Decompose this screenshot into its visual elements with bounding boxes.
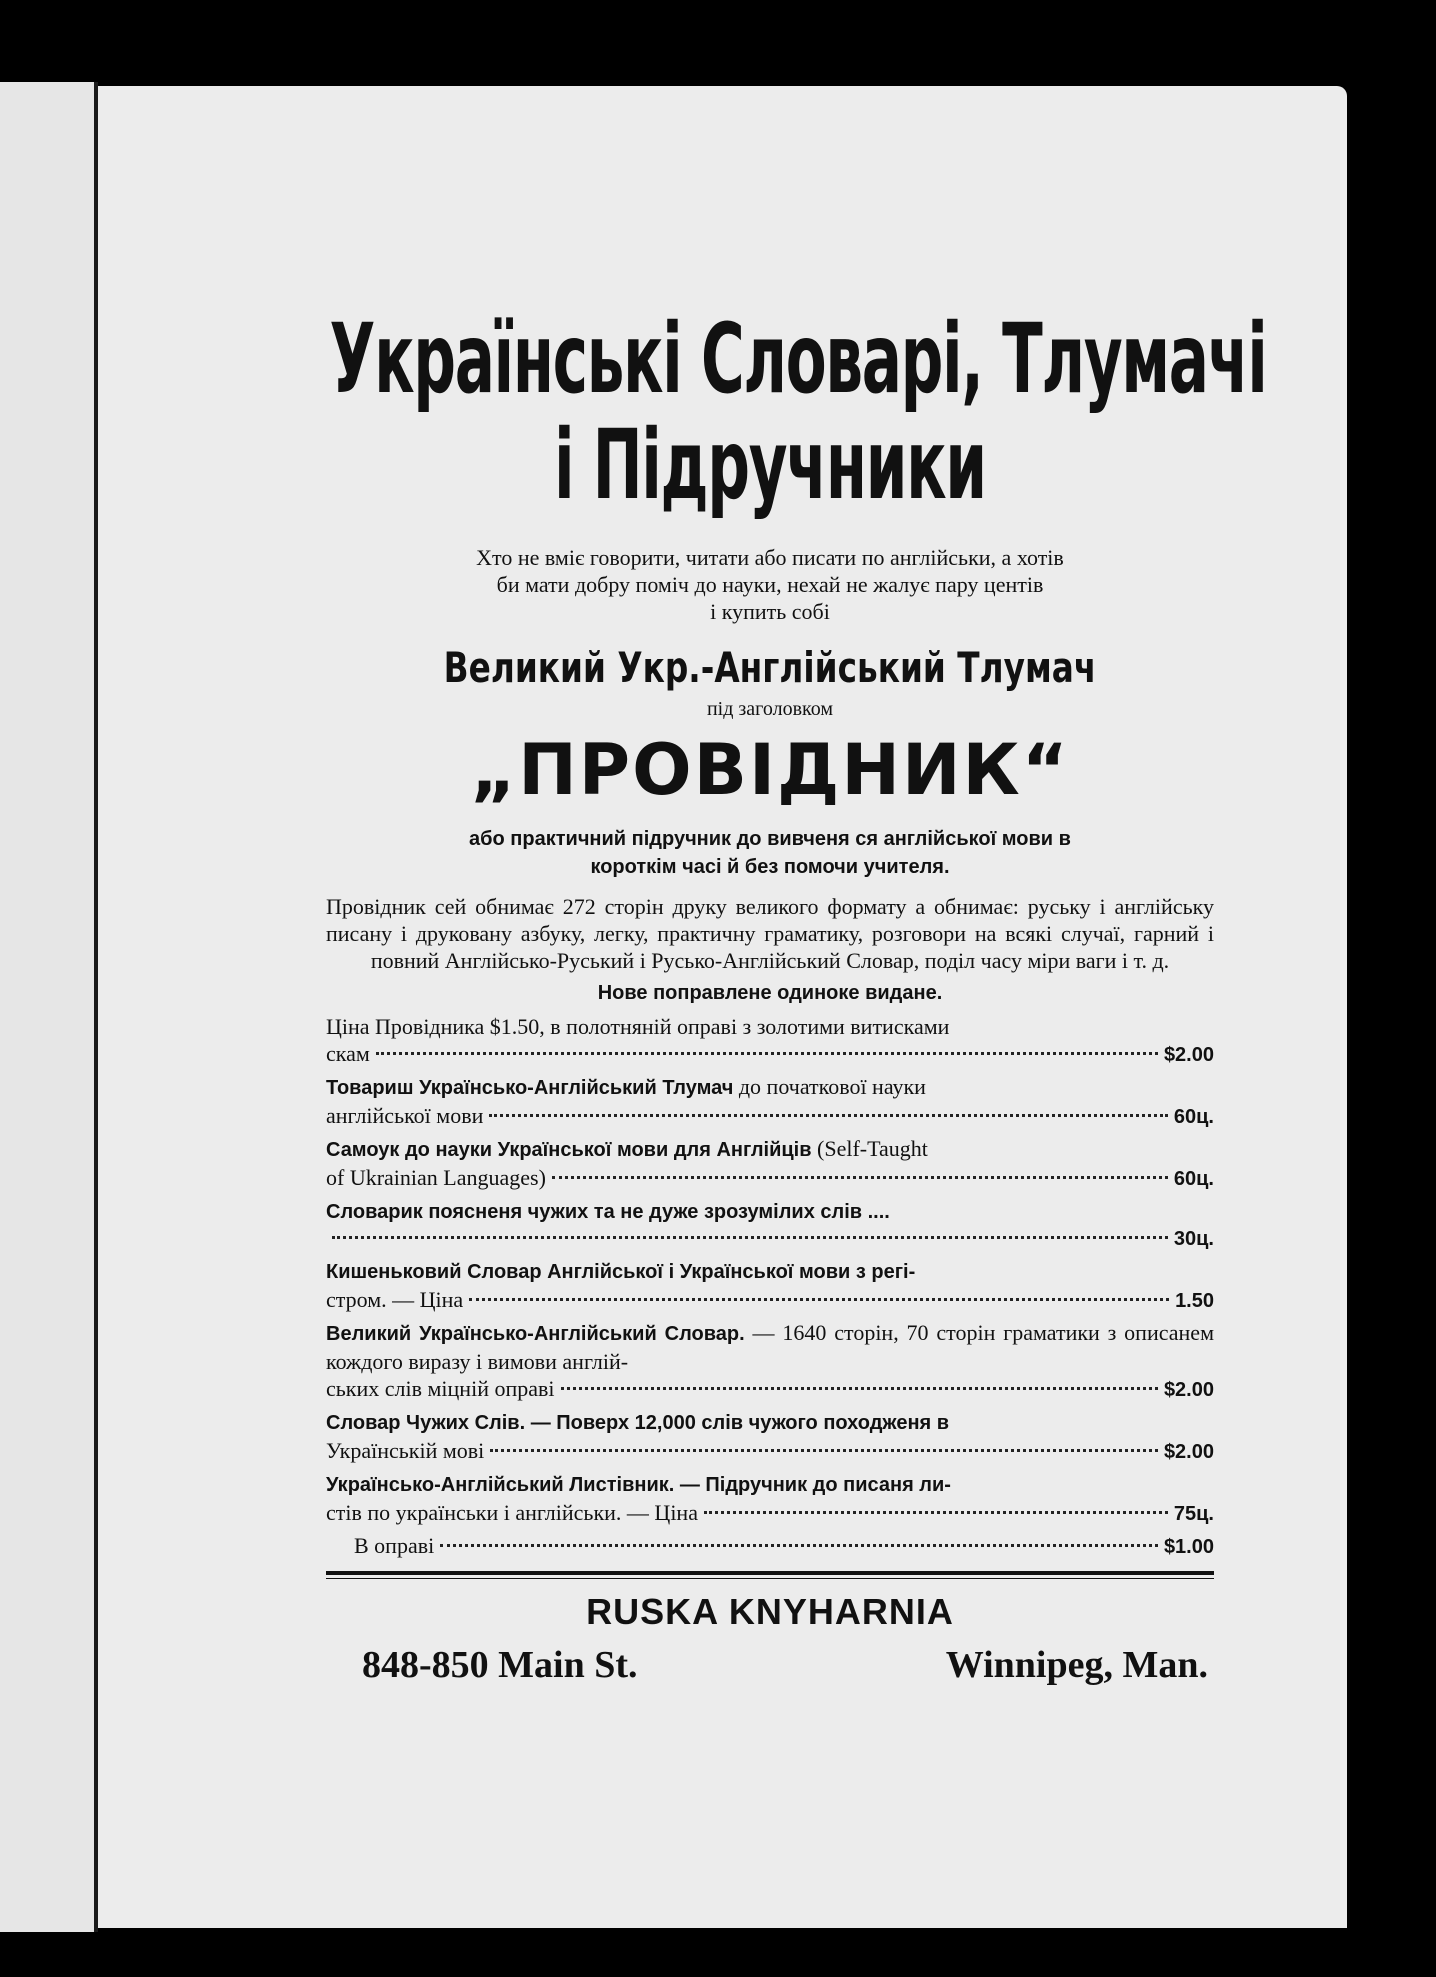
document-page: [98, 86, 1347, 1928]
price-list-item: [326, 1319, 1214, 1404]
dot-leader: [552, 1176, 1168, 1179]
price-list-item: [326, 1197, 1214, 1253]
book-subtitle: [326, 825, 1214, 881]
item-price: $2.00: [1163, 1044, 1214, 1066]
item-title: Товариш Українсько-Англійський Тлумач: [326, 1077, 734, 1099]
dot-leader: [469, 1298, 1169, 1301]
item-tail: Українській мові: [326, 1438, 485, 1463]
item-description: [326, 1408, 1214, 1437]
item-text: (Self-Taught: [811, 1136, 928, 1161]
book-subtitle-line: короткім часі й без помочи учителя.: [590, 856, 950, 878]
dot-leader: [704, 1511, 1168, 1514]
dot-leader: [489, 1114, 1168, 1117]
page-title: [329, 303, 1267, 521]
item-price-row: [326, 1102, 1214, 1131]
book-subtitle-line: або практичний підручник до вивченя ся англійської мови в: [469, 828, 1071, 850]
price-list-item: [326, 1532, 1214, 1561]
item-price: 60ц.: [1173, 1168, 1214, 1190]
price-list-item: [326, 1408, 1214, 1466]
item-description: [326, 1319, 1214, 1375]
item-price: 30ц.: [1173, 1228, 1214, 1250]
divider: [326, 1578, 1214, 1579]
advertisement: [326, 246, 1267, 1687]
item-tail: стром. — Ціна: [326, 1287, 464, 1312]
store-name: RUSKA KNYHARNIA: [586, 1591, 954, 1632]
price-list-item: [326, 1135, 1214, 1193]
item-title: Самоук до науки Української мови для Англійців: [326, 1139, 812, 1161]
item-description: [326, 1135, 1214, 1164]
item-price-row: [354, 1532, 1214, 1561]
item-price-row: [326, 1499, 1214, 1528]
item-price-row: [326, 1164, 1214, 1193]
item-description: [326, 1257, 1214, 1286]
title-line-1: Українські Словарі, Тлумачі: [329, 303, 1267, 415]
item-price: 75ц.: [1173, 1503, 1214, 1525]
edition-note: Нове поправлене одиноке видане.: [597, 982, 943, 1004]
left-page-edge: [0, 82, 98, 1932]
item-price-row: [326, 1375, 1214, 1404]
dot-leader: [490, 1449, 1158, 1452]
price-list-item: [326, 1470, 1214, 1528]
item-title: Словар Чужих Слів. — Поверх 12,000 слів чужого походженя в: [326, 1412, 950, 1434]
item-tail: англійської мови: [326, 1103, 484, 1128]
item-tail: of Ukrainian Languages): [326, 1165, 546, 1190]
book-name: „ПРОВІДНИК“: [470, 729, 1070, 811]
item-price: 60ц.: [1173, 1106, 1214, 1128]
book-title: Великий Укр.-Англійський Тлумач: [443, 643, 1097, 692]
intro-line: і купить собі: [710, 599, 830, 624]
item-price-row: [326, 1040, 1214, 1069]
store-address: [326, 1643, 1214, 1687]
item-description: [326, 1470, 1214, 1499]
book-description: Провідник сей обнимає 272 сторін друку великого формату а обнимає: руську і англійську писану і друковану азбуку, легку, практичну граматику, розговори на всякі случаї, гарний і повний Англійсько-Руський і Русько-Англійський Словар, поділ часу міри ваги і т. д.: [326, 894, 1214, 973]
item-text: — 1640 сторін, 70 сторін граматики з описанем кождого виразу і вимови англій-: [326, 1320, 1214, 1374]
item-description: [326, 1073, 1214, 1102]
item-price: $2.00: [1163, 1441, 1214, 1463]
item-text: до початкової науки: [733, 1074, 926, 1099]
item-title: Словарик поясненя чужих та не дуже зрозумілих слів ....: [326, 1201, 890, 1223]
item-title: Кишеньковий Словар Англійської і Української мови з регі-: [326, 1261, 916, 1283]
item-tail: ських слів міцній оправі: [326, 1376, 555, 1401]
book-caption: під заголовком: [706, 698, 834, 720]
item-description: [326, 1197, 1214, 1226]
price-list-item: [326, 1257, 1214, 1315]
street-address: 848-850 Main St.: [362, 1644, 638, 1686]
price-list: [326, 1013, 1214, 1561]
item-tail: В оправі: [354, 1533, 435, 1558]
dot-leader: [376, 1052, 1158, 1055]
item-title: Українсько-Англійський Листівник. — Підручник до писаня ли-: [326, 1474, 951, 1496]
intro-line: Хто не вміє говорити, читати або писати по англійськи, а хотів: [476, 545, 1064, 570]
item-tail: скам: [326, 1041, 370, 1066]
dot-leader: [332, 1236, 1168, 1239]
title-line-2: і Підручники: [554, 409, 986, 521]
item-description: [326, 1013, 1214, 1040]
item-price: $2.00: [1163, 1379, 1214, 1401]
item-price: $1.00: [1163, 1536, 1214, 1558]
item-title: Великий Українсько-Англійський Словар.: [326, 1323, 745, 1345]
dot-leader: [440, 1544, 1158, 1547]
item-text: Ціна Провідника $1.50, в полотняній оправі з золотими витисками: [326, 1014, 950, 1039]
item-price-row: [326, 1226, 1214, 1253]
dot-leader: [561, 1387, 1158, 1390]
intro-text: [326, 544, 1214, 625]
item-price: 1.50: [1175, 1290, 1214, 1312]
item-price-row: [326, 1286, 1214, 1315]
intro-line: би мати добру поміч до науки, нехай не жалує пару центів: [496, 572, 1044, 597]
divider: [326, 1571, 1214, 1575]
city-address: Winnipeg, Man.: [945, 1644, 1208, 1686]
price-list-item: [326, 1073, 1214, 1131]
item-price-row: [326, 1437, 1214, 1466]
price-list-item: [326, 1013, 1214, 1069]
item-tail: стів по українськи і англійськи. — Ціна: [326, 1500, 698, 1525]
